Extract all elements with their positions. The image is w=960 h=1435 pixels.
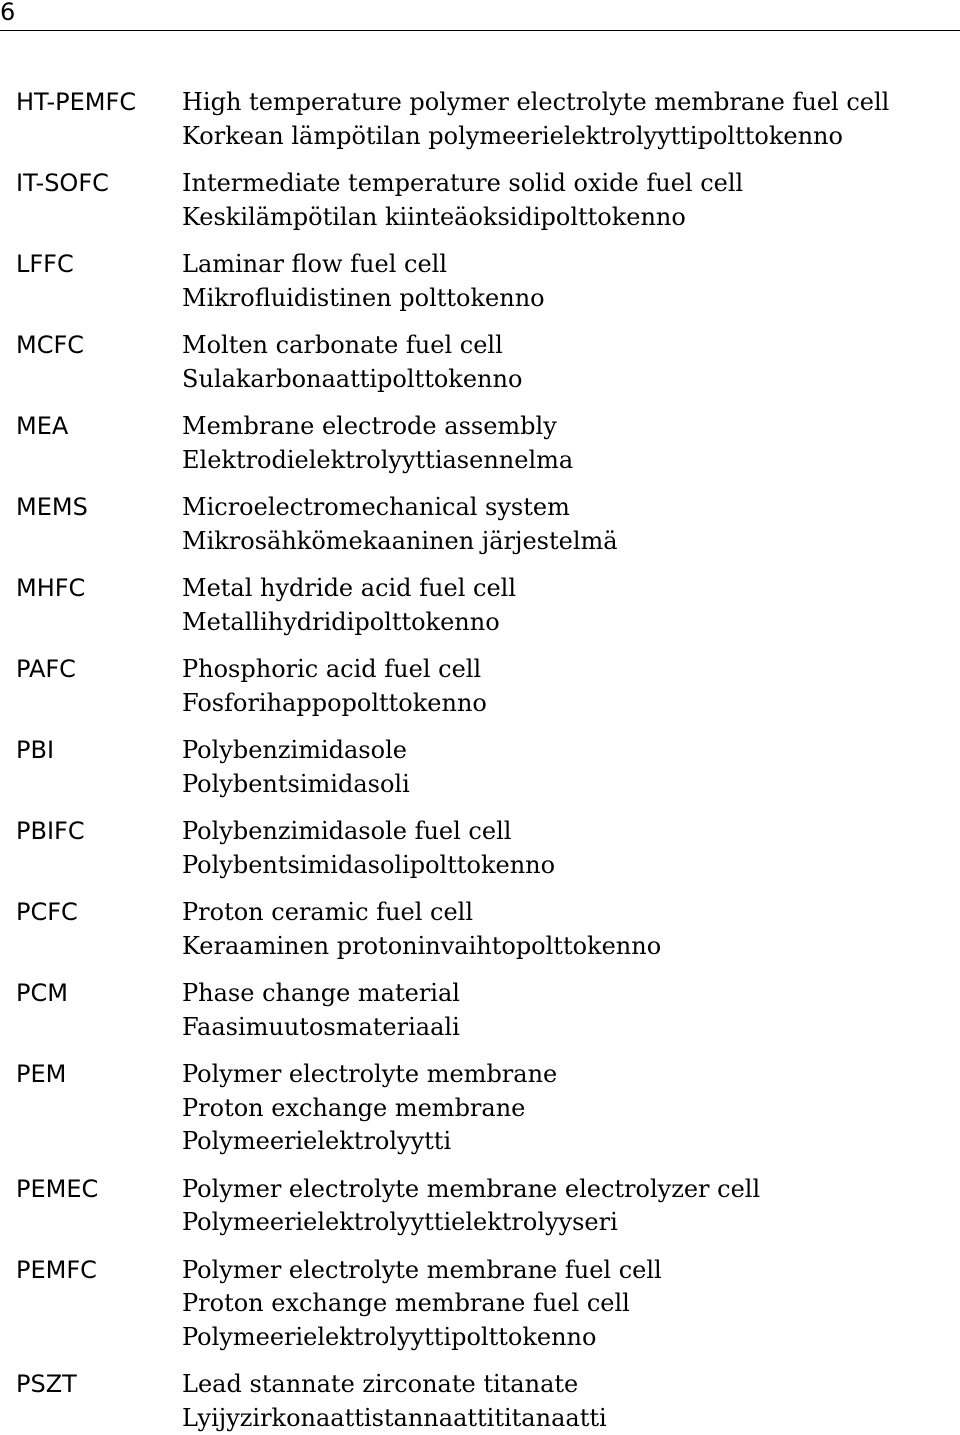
definition-line: Metal hydride acid fuel cell — [182, 572, 946, 606]
definition-line: Keskilämpötilan kiinteäoksidipolttokenno — [182, 201, 946, 235]
definition-line: Keraaminen protoninvaihtopolttokenno — [182, 930, 946, 964]
abbreviation: PAFC — [16, 653, 182, 687]
definitions — [182, 329, 946, 396]
page-number: 6 — [0, 0, 15, 26]
definition-line: Mikrosähkömekaaninen järjestelmä — [182, 525, 946, 559]
definition-line: Microelectromechanical system — [182, 491, 946, 525]
definition-line: Polymeerielektrolyyttipolttokenno — [182, 1321, 946, 1355]
definition-line: Polymeerielektrolyyttielektrolyyseri — [182, 1206, 946, 1240]
definition-line: Korkean lämpötilan polymeerielektrolyyttipolttokenno — [182, 120, 946, 154]
abbreviation: MHFC — [16, 572, 182, 606]
definition-line: Polymer electrolyte membrane — [182, 1058, 946, 1092]
abbreviation: PEMEC — [16, 1173, 182, 1207]
definition-line: Polymeerielektrolyytti — [182, 1125, 946, 1159]
abbreviation: PEM — [16, 1058, 182, 1092]
definitions — [182, 248, 946, 315]
definitions — [182, 734, 946, 801]
glossary-entry — [16, 896, 946, 963]
definitions — [182, 1254, 946, 1355]
definition-line: Proton exchange membrane — [182, 1092, 946, 1126]
abbreviation: LFFC — [16, 248, 182, 282]
definitions — [182, 815, 946, 882]
definition-line: Faasimuutosmateriaali — [182, 1011, 946, 1045]
abbreviation: PBIFC — [16, 815, 182, 849]
definition-line: Intermediate temperature solid oxide fuel cell — [182, 167, 946, 201]
abbreviation: MCFC — [16, 329, 182, 363]
definition-line: Laminar flow fuel cell — [182, 248, 946, 282]
definitions — [182, 896, 946, 963]
abbreviation: MEA — [16, 410, 182, 444]
header-rule — [0, 30, 960, 31]
glossary-entry — [16, 1173, 946, 1240]
abbreviation: MEMS — [16, 491, 182, 525]
definition-line: Elektrodielektrolyyttiasennelma — [182, 444, 946, 478]
definition-line: Phosphoric acid fuel cell — [182, 653, 946, 687]
abbreviation-list — [16, 86, 946, 1435]
glossary-entry — [16, 86, 946, 153]
glossary-entry — [16, 572, 946, 639]
glossary-entry — [16, 410, 946, 477]
glossary-entry — [16, 977, 946, 1044]
definition-line: Polybenzimidasole — [182, 734, 946, 768]
abbreviation: PEMFC — [16, 1254, 182, 1288]
glossary-entry — [16, 815, 946, 882]
definition-line: Polymer electrolyte membrane fuel cell — [182, 1254, 946, 1288]
definition-line: Molten carbonate fuel cell — [182, 329, 946, 363]
glossary-entry — [16, 653, 946, 720]
glossary-entry — [16, 491, 946, 558]
definitions — [182, 86, 946, 153]
definitions — [182, 167, 946, 234]
abbreviation: PCM — [16, 977, 182, 1011]
definitions — [182, 1173, 946, 1240]
glossary-entry — [16, 1368, 946, 1435]
abbreviation: HT-PEMFC — [16, 86, 182, 120]
definition-line: Lyijyzirkonaattistannaattititanaatti — [182, 1402, 946, 1435]
definitions — [182, 410, 946, 477]
definitions — [182, 491, 946, 558]
abbreviation: PCFC — [16, 896, 182, 930]
abbreviation: PSZT — [16, 1368, 182, 1402]
glossary-entry — [16, 167, 946, 234]
definition-line: Polymer electrolyte membrane electrolyzer cell — [182, 1173, 946, 1207]
definition-line: Fosforihappopolttokenno — [182, 687, 946, 721]
abbreviation: IT-SOFC — [16, 167, 182, 201]
glossary-entry — [16, 1254, 946, 1355]
definitions — [182, 653, 946, 720]
definition-line: Mikrofluidistinen polttokenno — [182, 282, 946, 316]
definition-line: Polybentsimidasolipolttokenno — [182, 849, 946, 883]
glossary-entry — [16, 329, 946, 396]
definition-line: High temperature polymer electrolyte membrane fuel cell — [182, 86, 946, 120]
definitions — [182, 1368, 946, 1435]
definition-line: Polybentsimidasoli — [182, 768, 946, 802]
glossary-entry — [16, 734, 946, 801]
abbreviation: PBI — [16, 734, 182, 768]
definition-line: Proton ceramic fuel cell — [182, 896, 946, 930]
definition-line: Proton exchange membrane fuel cell — [182, 1287, 946, 1321]
glossary-entry — [16, 1058, 946, 1159]
definition-line: Lead stannate zirconate titanate — [182, 1368, 946, 1402]
definitions — [182, 977, 946, 1044]
definition-line: Polybenzimidasole fuel cell — [182, 815, 946, 849]
definition-line: Membrane electrode assembly — [182, 410, 946, 444]
glossary-entry — [16, 248, 946, 315]
page-header — [0, 0, 960, 33]
definition-line: Metallihydridipolttokenno — [182, 606, 946, 640]
definition-line: Phase change material — [182, 977, 946, 1011]
definition-line: Sulakarbonaattipolttokenno — [182, 363, 946, 397]
definitions — [182, 1058, 946, 1159]
definitions — [182, 572, 946, 639]
